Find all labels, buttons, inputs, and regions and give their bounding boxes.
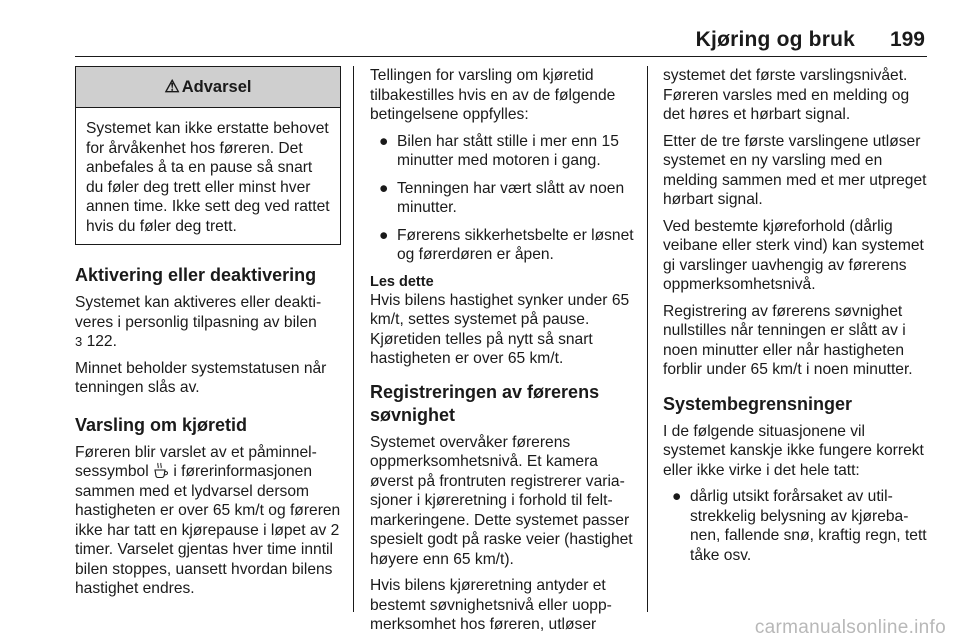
warning-level-paragraph: systemet det første varslingsnivået. Føreren varsles med en melding og det høres et hørbart signal.: [663, 67, 910, 123]
drowsiness-paragraph: Systemet overvåker førerens oppmerksomhetsnivå. Et kamera øverst på frontruten registrerer variasjoner i kjøreretning i forhold til feltmarkeringene. Dette systemet passer spesielt godt på raske veier (hastighet høyere enn 65 km/t).: [370, 433, 633, 568]
bullet-icon: ●: [379, 226, 389, 244]
page-reference: 122.: [82, 333, 117, 350]
bullet-icon: ●: [672, 488, 682, 505]
column-divider: [353, 66, 354, 612]
limits-heading: Systembegrensninger: [663, 393, 853, 414]
activation-text: Systemet kan aktiveres eller deaktiveres i personlig tilpasning av bilen: [75, 294, 322, 331]
limits-intro: I de følgende situasjonene vil systemet kanskje ikke fungere korrekt eller ikke virke i det hele tatt:: [663, 422, 924, 479]
column-3: [663, 66, 929, 573]
alert-text-start: Føreren blir varslet av et påminnelsessymbol: [75, 443, 317, 480]
reset-conditions-list: [370, 132, 640, 265]
list-item: [370, 179, 640, 218]
page-title: Kjøring og bruk: [695, 28, 855, 51]
column-1: [75, 66, 341, 606]
note-heading: Les dette: [370, 273, 434, 290]
warning-title: Advarsel: [181, 78, 252, 96]
page-number: 199: [889, 28, 925, 51]
note-text: Hvis bilens hastighet synker under 65 km/t, settes systemet på pause. Kjøretiden telles på nytt så snart hastigheten er over 65 km/t.: [370, 291, 630, 367]
column-divider: [647, 66, 648, 612]
page-reference-icon: 3: [75, 334, 83, 349]
list-item: [370, 132, 640, 171]
alert-text-end: i førerinformasjonen sammen med et lydvarsel dersom hastigheten er over 65 km/t og føreren ikke har tatt en kjørepause i løpet av 2 timer. Varselet gjentas hver time inntil bilen stoppes, uansett hvordan bilens hastighet endres.: [75, 463, 341, 597]
alert-paragraph: [75, 443, 341, 599]
reset-intro: Tellingen for varsling om kjøretid tilbakestilles hvis en av de følgende betingelsene oppfylles:: [370, 67, 616, 123]
drowsiness-paragraph: Hvis bilens kjøreretning antyder et bestemt søvnighetsnivå eller uoppmerksomhet hos føreren, utløser: [370, 577, 612, 633]
column-2: [370, 66, 640, 642]
list-item-text: Førerens sikkerhetsbelte er løsnet og førerdøren er åpen.: [397, 226, 634, 263]
page-header: [75, 22, 927, 57]
warning-text: Systemet kan ikke erstatte behovet for årvåkenhet hos føreren. Det anbefales å ta en pause så snart du føler deg trett eller minst hver annen time. Ikke sett deg ved rattet hvis du føler deg trett.: [86, 120, 330, 235]
list-item-text: Bilen har stått stille i mer enn 15 minutter med motoren i gang.: [397, 132, 619, 169]
warning-triangle-icon: ⚠: [164, 77, 180, 96]
list-item: [663, 487, 929, 565]
repeat-warning-paragraph: Etter de tre første varslingene utløser systemet en ny varsling med en melding sammen med et mer utpreget hørbart signal.: [663, 132, 927, 208]
warning-header: [76, 67, 340, 108]
conditions-paragraph: Ved bestemte kjøreforhold (dårlig veibane eller sterk vind) kan systemet gi varslinger uavhengig av førerens oppmerksomhetsnivå.: [663, 217, 924, 293]
watermark: carmanualsonline.info: [754, 617, 946, 638]
list-item-text: dårlig utsikt forårsaket av utilstrekkelig belysning av kjørebanen, fallende snø, kraftig regn, tett tåke osv.: [690, 488, 927, 564]
drowsiness-heading: Registreringen av førerens søvnighet: [370, 381, 600, 425]
alert-heading: Varsling om kjøretid: [75, 414, 248, 435]
activation-paragraph: [75, 293, 341, 352]
list-item-text: Tenningen har vært slått av noen minutter.: [397, 179, 625, 216]
bullet-icon: ●: [379, 132, 389, 150]
warning-box: [75, 66, 341, 245]
bullet-icon: ●: [379, 179, 389, 197]
list-item: [370, 226, 640, 265]
limits-list: [663, 487, 929, 565]
activation-heading: Aktivering eller deaktivering: [75, 265, 317, 285]
reset-paragraph: Registrering av førerens søvnighet nullstilles når tenningen er slått av i noen minutter eller når hastigheten forblir under 65 km/t i noen minutter.: [663, 302, 913, 378]
coffee-cup-icon: [153, 462, 169, 479]
memory-paragraph: Minnet beholder systemstatusen når tenningen slås av.: [75, 359, 327, 396]
